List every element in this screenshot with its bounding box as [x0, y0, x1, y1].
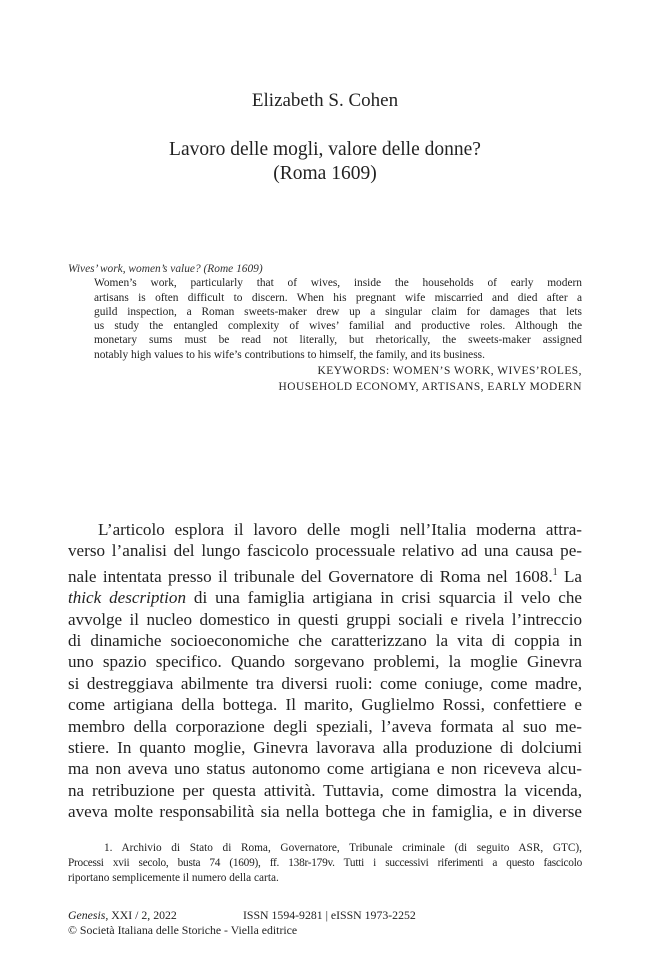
journal-name: Genesis: [68, 908, 106, 922]
footnote: [68, 841, 582, 885]
abstract: [68, 262, 582, 395]
keywords: [68, 363, 582, 395]
copyright: © Società Italiana delle Storiche - Viella editrice: [68, 922, 298, 937]
body-line: ma non aveva uno status autonomo come artigiana e non riceveva alcu-: [68, 759, 582, 779]
body-line: di dinamiche socioeconomiche che caratterizzano la vita di coppia in: [68, 631, 582, 651]
body-line: come artigiana della bottega. Il marito, Guglielmo Rossi, confettiere e: [68, 695, 582, 715]
footnote-line: 1. Archivio di Stato di Roma, Governatore, Tribunale criminale (di seguito ASR, GTC),: [104, 842, 582, 854]
abstract-title: Wives’ work, women’s value? (Rome 1609): [68, 263, 263, 275]
body-text-segment: La: [557, 566, 582, 586]
body-line: L’articolo esplora il lavoro delle mogli nell’Italia moderna attra-: [98, 520, 582, 539]
article-title: [0, 138, 650, 186]
journal-citation: [68, 908, 243, 923]
abstract-line: us study the entangled complexity of wives’ familial and productive roles. Although the: [94, 320, 582, 333]
body-line: verso l’analisi del lungo fascicolo processuale relativo ad una causa pe-: [68, 541, 582, 561]
body-line: [68, 587, 582, 608]
issn: ISSN 1594-9281 | eISSN 1973-2252: [243, 908, 416, 922]
abstract-line: guild inspection, a Roman sweets-maker drew up a singular claim for damages that lets: [94, 305, 582, 318]
footnote-line: riportano semplicemente il numero della carta.: [68, 871, 279, 884]
body-line: stiere. In quanto moglie, Ginevra lavorava alla produzione di dolciumi: [68, 738, 582, 758]
title-line-1: Lavoro delle mogli, valore delle donne?: [169, 139, 481, 160]
abstract-text: [68, 276, 582, 362]
footnote-line: Processi xvii secolo, busta 74 (1609), ff. 138r-179v. Tutti i successivi riferimenti a questo fascicolo: [68, 856, 582, 869]
body-line: si destreggiava abilmente tra diversi ruoli: come coniuge, come madre,: [68, 673, 582, 693]
italic-term: thick description: [68, 588, 187, 608]
author-name: Elizabeth S. Cohen: [251, 90, 399, 111]
body-paragraph: [68, 519, 582, 823]
body-line: aveva molte responsabilità sia nella bottega che in famiglia, e in diverse: [68, 802, 582, 822]
abstract-line: notably high values to his wife’s contributions to himself, the family, and its business.: [94, 348, 485, 361]
body-line: [68, 562, 582, 587]
footnote-ref[interactable]: 1: [552, 566, 558, 578]
page-footer: [68, 908, 582, 937]
keywords-line-2: HOUSEHOLD ECONOMY, ARTISANS, EARLY MODERN: [278, 381, 582, 394]
title-line-2: (Roma 1609): [273, 163, 377, 184]
body-line: avvolge il nucleo domestico in questi gruppi sociali e rivela l’intreccio: [68, 609, 582, 629]
journal-issue: , XXI / 2, 2022: [105, 908, 177, 922]
body-line: membro della corporazione degli speziali, l’aveva formata al suo me-: [68, 716, 582, 736]
keywords-line-1: KEYWORDS: WOMEN’S WORK, WIVES’ROLES,: [317, 365, 582, 378]
body-line: na retribuzione per questa attività. Tuttavia, come dimostra la vicenda,: [68, 780, 582, 800]
abstract-line: Women’s work, particularly that of wives, inside the households of early modern: [94, 277, 582, 290]
body-text-segment: di una famiglia artigiana in crisi squarcia il velo che: [186, 588, 582, 608]
footer-row: [68, 908, 582, 923]
body-line: uno spazio specifico. Quando sorgevano problemi, la moglie Ginevra: [68, 652, 582, 672]
body-text-segment: nale intentata presso il tribunale del Governatore di Roma nel 1608.: [68, 566, 553, 586]
abstract-line: artisans is often difficult to discern. When his pregnant wife miscarried and died after a: [94, 291, 582, 304]
abstract-line: monetary sums must be read not literally, but rhetorically, the sweets-maker assigned: [94, 334, 582, 347]
